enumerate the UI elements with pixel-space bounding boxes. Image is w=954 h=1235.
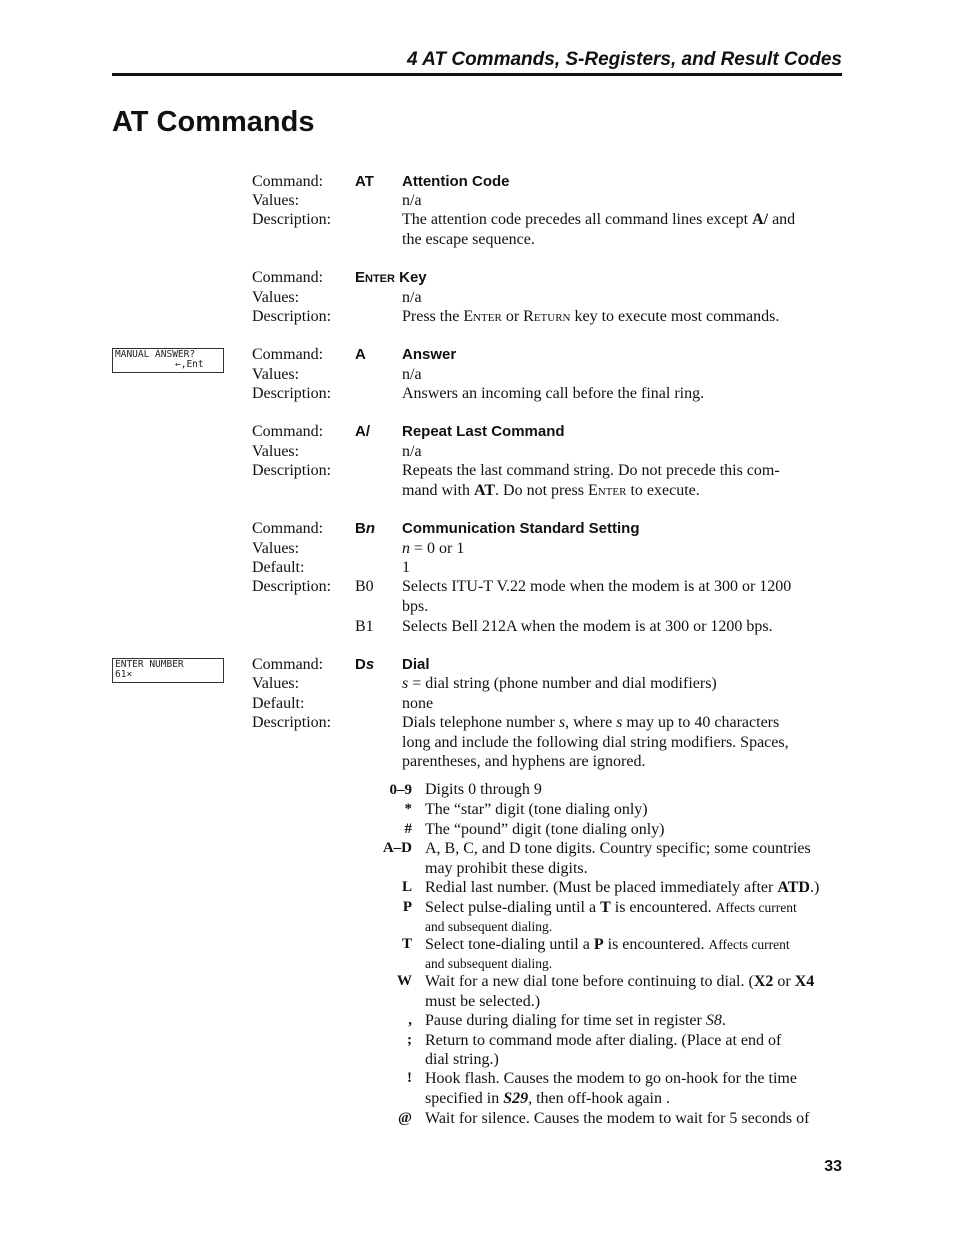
label-default: Default:	[252, 695, 305, 712]
label-values: Values:	[252, 289, 300, 306]
modifier-key: L	[401, 879, 412, 895]
option-key: B1	[355, 618, 374, 635]
label-values: Values:	[252, 675, 300, 692]
modifier-description: A, B, C, and D tone digits. Country specific; some countries	[425, 840, 811, 857]
modifier-key: @	[398, 1110, 412, 1126]
command-values: s = dial string (phone number and dial modifiers)	[402, 675, 717, 692]
running-header: 4 AT Commands, S-Registers, and Result Codes	[407, 49, 842, 70]
modifier-description: Select pulse-dialing until a T is encountered. Affects current	[425, 899, 797, 916]
command-description: Repeats the last command string. Do not precede this com-	[402, 462, 780, 479]
command-description: Press the Enter or Return key to execute most commands.	[402, 308, 780, 325]
modifier-description-cont: must be selected.)	[425, 993, 541, 1010]
option-key: B0	[355, 578, 374, 595]
page-number: 33	[824, 1158, 842, 1175]
modifier-key: *	[404, 801, 412, 817]
label-values: Values:	[252, 192, 300, 209]
label-description: Description:	[252, 385, 332, 402]
command-code: AT	[355, 173, 374, 190]
command-name: Dial	[402, 656, 430, 673]
modifier-key: A–D	[382, 840, 412, 856]
command-values: n/a	[402, 192, 422, 209]
modifier-key: ;	[407, 1032, 412, 1048]
label-command: Command:	[252, 423, 324, 440]
label-values: Values:	[252, 366, 300, 383]
modifier-description-cont: and subsequent dialing.	[425, 956, 553, 971]
modifier-description: Pause during dialing for time set in register S8.	[425, 1012, 726, 1029]
command-code: Bn	[355, 520, 376, 537]
lcd-display: MANUAL ANSWER? ←,Ent	[112, 348, 224, 373]
label-command: Command:	[252, 520, 324, 537]
label-values: Values:	[252, 443, 300, 460]
command-name: Answer	[402, 346, 457, 363]
modifier-key: !	[407, 1070, 412, 1086]
command-name: Repeat Last Command	[402, 423, 565, 440]
modifier-description: Redial last number. (Must be placed immediately after ATD.)	[425, 879, 820, 896]
command-description: Dials telephone number s, where s may up to 40 characters	[402, 714, 780, 731]
option-description: Selects ITU-T V.22 mode when the modem is at 300 or 1200	[402, 578, 792, 595]
modifier-key: W	[397, 973, 412, 989]
modifier-key: ,	[408, 1012, 412, 1028]
label-default: Default:	[252, 559, 305, 576]
modifier-key: #	[404, 821, 412, 837]
modifier-key: 0–9	[389, 782, 412, 798]
modifier-description: Select tone-dialing until a P is encountered. Affects current	[425, 936, 790, 953]
command-code: Ds	[355, 656, 375, 673]
label-command: Command:	[252, 269, 324, 286]
command-default: none	[402, 695, 434, 712]
label-command: Command:	[252, 346, 324, 363]
command-description-cont: mand with AT. Do not press Enter to execute.	[402, 482, 700, 499]
command-default: 1	[402, 559, 410, 576]
modifier-description: Wait for silence. Causes the modem to wait for 5 seconds of	[425, 1110, 810, 1127]
label-description: Description:	[252, 308, 332, 325]
option-description: Selects Bell 212A when the modem is at 300 or 1200 bps.	[402, 618, 773, 635]
option-description-cont: bps.	[402, 598, 429, 615]
modifier-description: Wait for a new dial tone before continuing to dial. (X2 or X4	[425, 973, 815, 990]
modifier-key: P	[402, 899, 412, 915]
command-code: Enter Key	[355, 269, 427, 286]
modifier-description: The “pound” digit (tone dialing only)	[425, 821, 665, 838]
command-name: Communication Standard Setting	[402, 520, 640, 537]
label-command: Command:	[252, 656, 324, 673]
modifier-description: Hook flash. Causes the modem to go on-hook for the time	[425, 1070, 797, 1087]
command-code: A	[355, 346, 366, 363]
lcd-display: ENTER NUMBER 61×	[112, 658, 224, 683]
modifier-description-cont: and subsequent dialing.	[425, 919, 553, 934]
label-command: Command:	[252, 173, 324, 190]
label-description: Description:	[252, 714, 332, 731]
command-values: n/a	[402, 443, 422, 460]
modifier-description-cont: dial string.)	[425, 1051, 499, 1068]
command-description: Answers an incoming call before the final ring.	[402, 385, 705, 402]
modifier-key: T	[401, 936, 412, 952]
command-description: The attention code precedes all command lines except A/ and	[402, 211, 796, 228]
command-description-cont: the escape sequence.	[402, 231, 535, 248]
page-title: AT Commands	[112, 106, 315, 138]
command-values: n/a	[402, 366, 422, 383]
command-code: A/	[355, 423, 370, 440]
command-description-cont: long and include the following dial string modifiers. Spaces,	[402, 734, 789, 751]
modifier-description: The “star” digit (tone dialing only)	[425, 801, 648, 818]
command-values: n = 0 or 1	[402, 540, 465, 557]
label-description: Description:	[252, 462, 332, 479]
command-name: Attention Code	[402, 173, 510, 190]
label-values: Values:	[252, 540, 300, 557]
modifier-description: Digits 0 through 9	[425, 781, 542, 798]
command-values: n/a	[402, 289, 422, 306]
command-description-cont: parentheses, and hyphens are ignored.	[402, 753, 646, 770]
label-description: Description:	[252, 578, 332, 595]
modifier-description: Return to command mode after dialing. (Place at end of	[425, 1032, 782, 1049]
modifier-description-cont: specified in S29, then off-hook again .	[425, 1090, 670, 1107]
header-rule	[112, 73, 842, 76]
modifier-description-cont: may prohibit these digits.	[425, 860, 588, 877]
label-description: Description:	[252, 211, 332, 228]
